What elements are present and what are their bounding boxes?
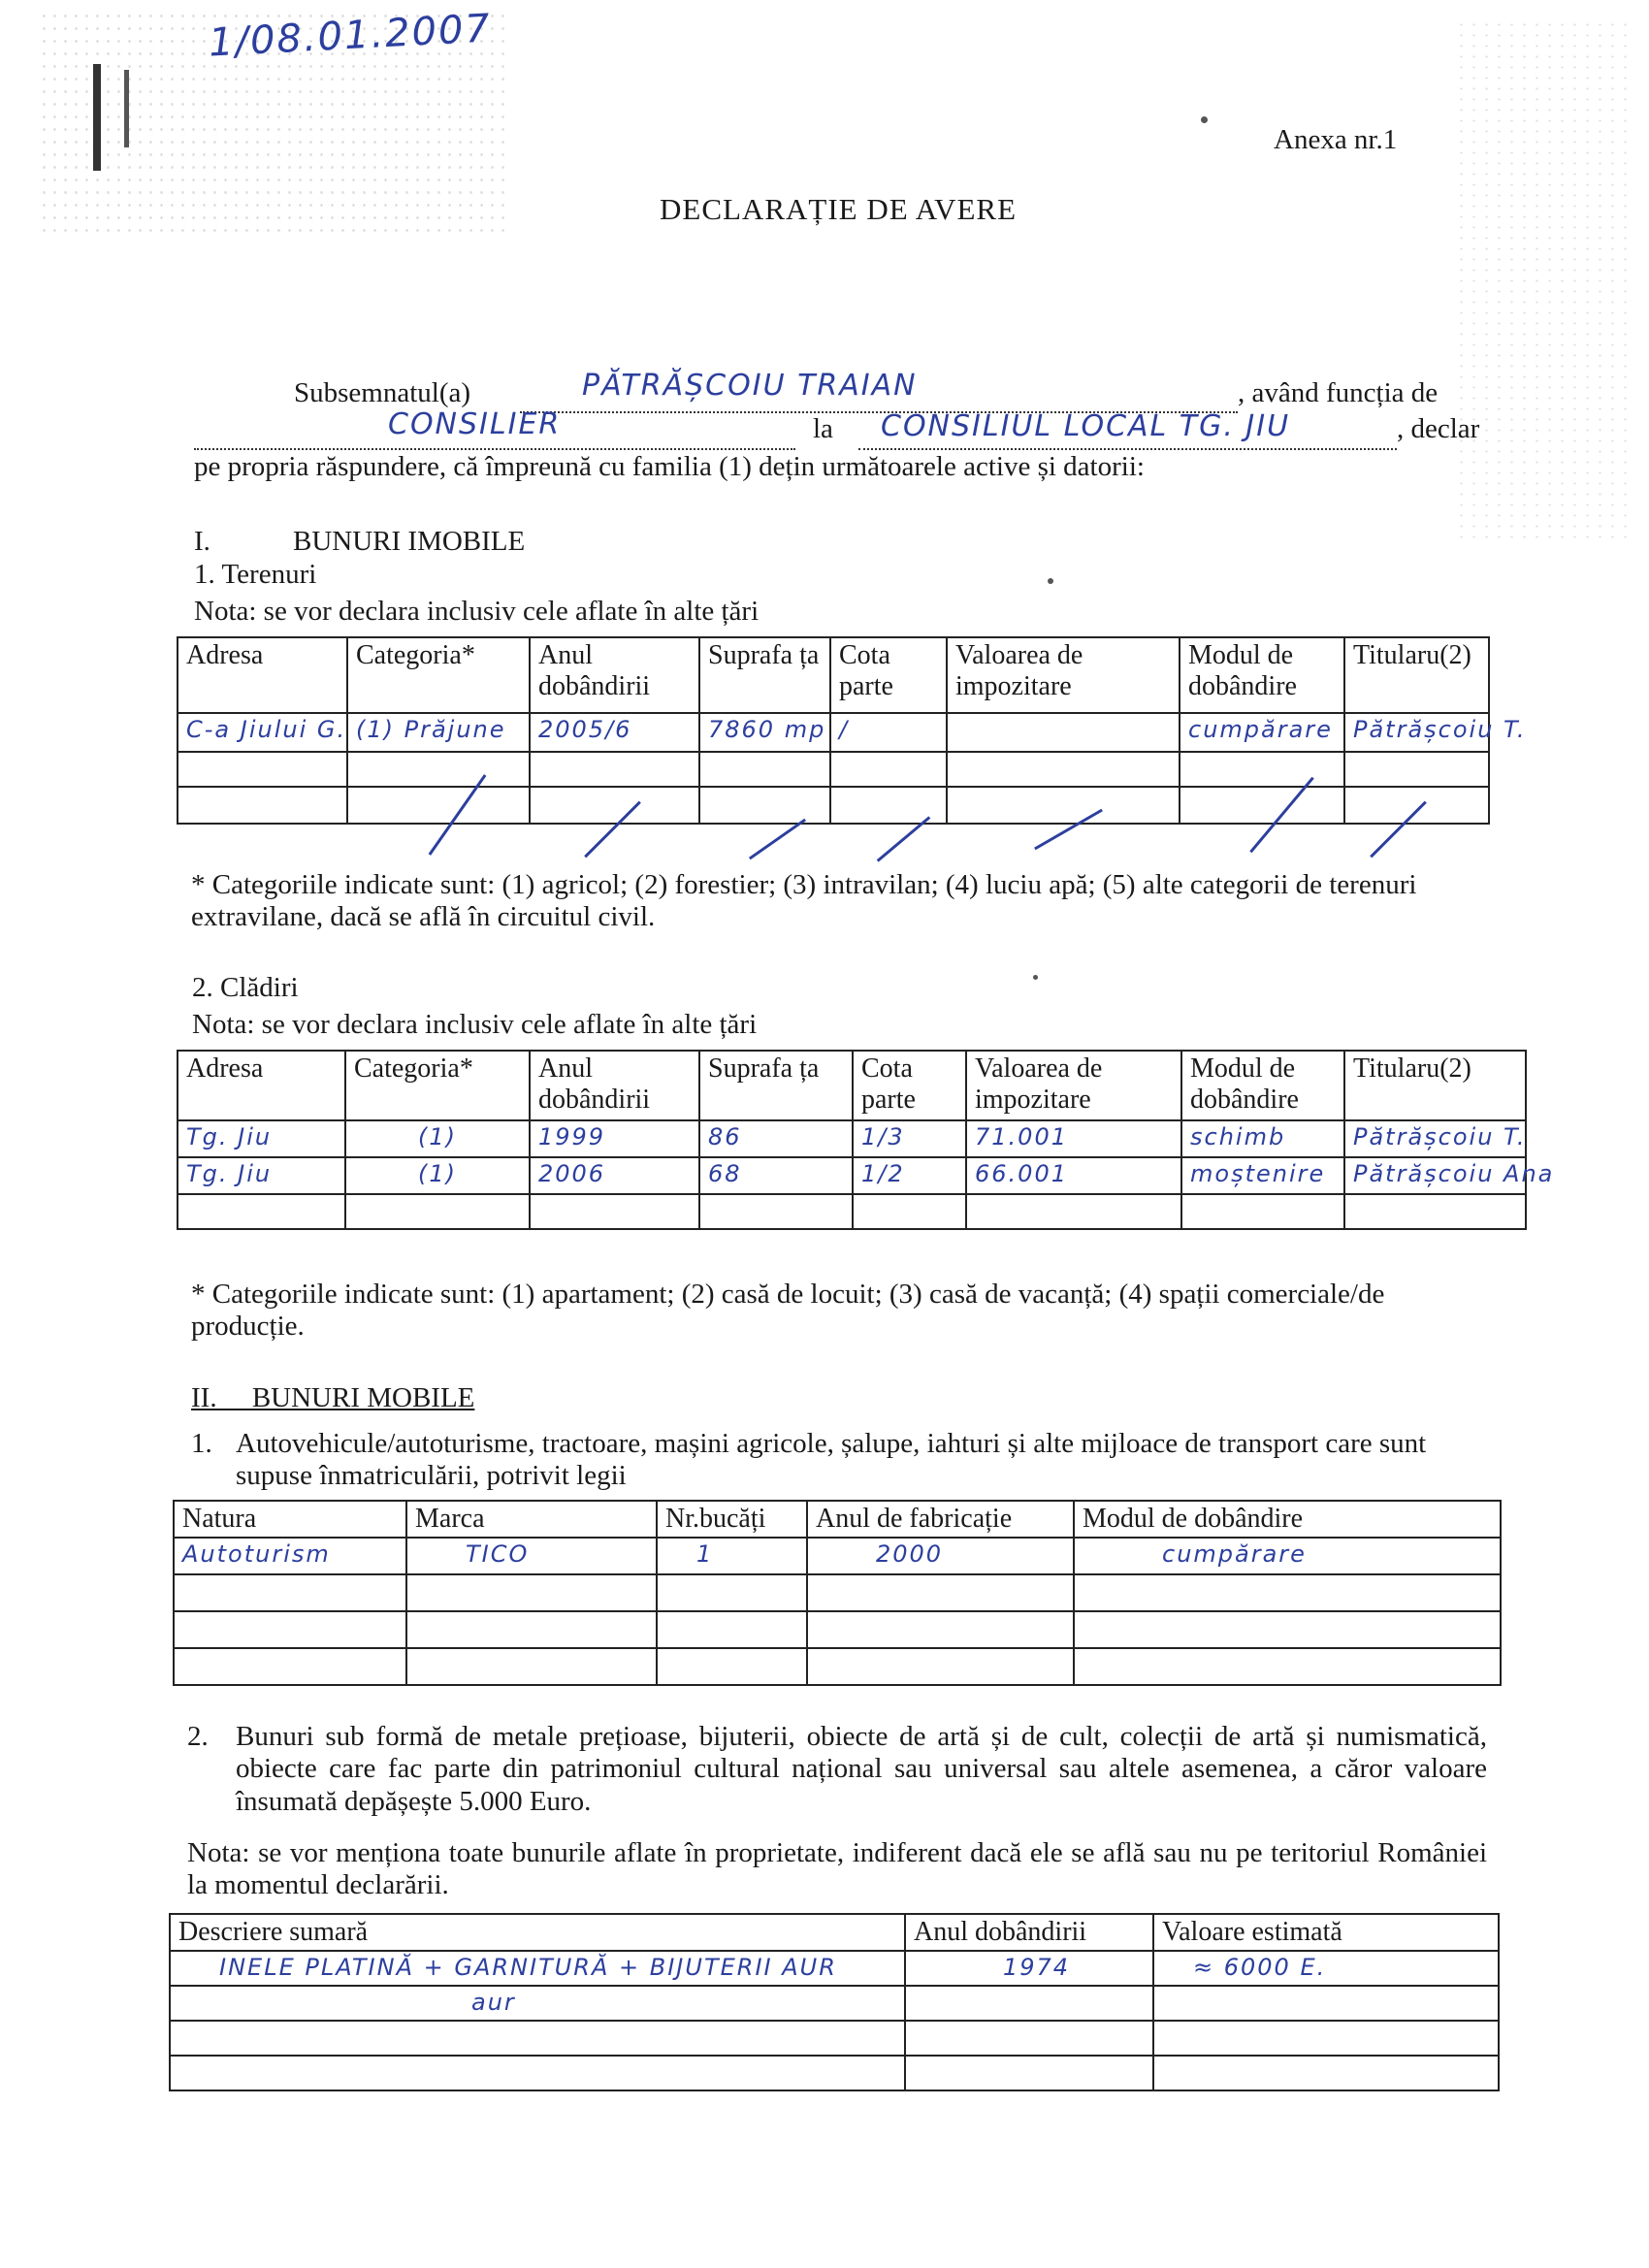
cell: / — [830, 713, 947, 752]
header-cell: Cota parte — [853, 1051, 966, 1120]
cell — [347, 752, 530, 787]
cell: aur — [170, 1986, 905, 2021]
section-1-roman: I. — [194, 526, 210, 557]
intro-la: la — [813, 413, 833, 444]
header-cell: Titularu(2) — [1344, 637, 1489, 713]
cell: (1) Prăjune — [347, 713, 530, 752]
cladiri-footnote: * Categoriile indicate sunt: (1) apartament; (2) casă de locuit; (3) casă de vacanță; (4) spații comerciale/de producție. — [191, 1279, 1385, 1343]
cell: 2000 — [807, 1538, 1074, 1574]
annex-label: Anexa nr.1 — [1274, 124, 1398, 155]
cell — [406, 1611, 657, 1648]
terenuri-footnote: * Categoriile indicate sunt: (1) agricol; (2) forestier; (3) intravilan; (4) luciu apă; (5) alte categorii de terenuri extravilane, dacă se află în circuitul civil. — [191, 869, 1417, 933]
table-header-row — [170, 1914, 1499, 1951]
table-row — [178, 1120, 1526, 1157]
header-cell: Modul de dobândire — [1074, 1501, 1501, 1538]
cell — [406, 1648, 657, 1685]
cell: 66.001 — [966, 1157, 1181, 1194]
cell — [807, 1648, 1074, 1685]
cell — [1074, 1611, 1501, 1648]
table-row — [178, 1157, 1526, 1194]
header-cell: Anul dobândirii — [905, 1914, 1153, 1951]
cell: moștenire — [1181, 1157, 1344, 1194]
cell — [947, 713, 1180, 752]
cell — [1181, 1194, 1344, 1229]
item-1-text: Autovehicule/autoturisme, tractoare, mașini agricole, șalupe, iahturi și alte mijloace de transport care sunt supuse înmatriculării, potrivit legii — [236, 1428, 1427, 1492]
cell — [174, 1611, 406, 1648]
terenuri-label: 1. Terenuri — [194, 559, 317, 590]
declarant-function: CONSILIER — [388, 407, 562, 441]
cell: cumpărare — [1180, 713, 1344, 752]
table-row — [178, 713, 1489, 752]
cell: 1 — [657, 1538, 807, 1574]
table-row — [170, 2021, 1499, 2056]
declarant-institution: CONSILIUL LOCAL TG. JIU — [881, 409, 1291, 443]
cell: 2005/6 — [530, 713, 699, 752]
header-cell: Modul de dobândire — [1181, 1051, 1344, 1120]
cell — [1344, 1194, 1526, 1229]
cell — [347, 787, 530, 824]
institution-blank — [858, 446, 1397, 450]
cladiri-table — [177, 1050, 1555, 1230]
cell: 71.001 — [966, 1120, 1181, 1157]
header-cell: Valoarea de impozitare — [966, 1051, 1181, 1120]
scan-speck — [1033, 975, 1038, 980]
function-blank — [194, 446, 795, 450]
cell — [1153, 2021, 1499, 2056]
intro-function-label: , având funcția de — [1238, 377, 1439, 408]
item-2-note: Nota: se vor menționa toate bunurile aflate în proprietate, indiferent dacă ele se află sau nu pe teritoriul României la momentul declarării. — [187, 1837, 1487, 1901]
table-row — [170, 1951, 1499, 1986]
header-cell: Adresa — [178, 1051, 345, 1120]
cell — [178, 752, 347, 787]
cell: Autoturism — [174, 1538, 406, 1574]
cell: 2006 — [530, 1157, 699, 1194]
strike-slash — [749, 819, 806, 860]
cell: cumpărare — [1074, 1538, 1501, 1574]
cell: 1/2 — [853, 1157, 966, 1194]
table-header-row — [178, 1051, 1526, 1120]
item-1-num: 1. — [191, 1428, 212, 1459]
header-cell: Valoarea de impozitare — [947, 637, 1180, 713]
section-1-title: BUNURI IMOBILE — [293, 526, 526, 557]
terenuri-table — [177, 636, 1527, 825]
header-cell: Categoria* — [345, 1051, 530, 1120]
declarant-name: PĂTRĂȘCOIU TRAIAN — [582, 369, 918, 403]
header-cell: Anul dobândirii — [530, 1051, 699, 1120]
cell: schimb — [1181, 1120, 1344, 1157]
table-row — [174, 1574, 1501, 1611]
cell — [699, 752, 830, 787]
cell — [530, 1194, 699, 1229]
header-cell: Suprafa ța — [699, 637, 830, 713]
cell: INELE PLATINĂ + GARNITURĂ + BIJUTERII AUR — [170, 1951, 905, 1986]
table-row — [178, 752, 1489, 787]
header-cell: Suprafa ța — [699, 1051, 853, 1120]
cell — [657, 1574, 807, 1611]
cell — [905, 2021, 1153, 2056]
vehicule-table — [173, 1500, 1502, 1686]
header-cell: Natura — [174, 1501, 406, 1538]
cell: TICO — [406, 1538, 657, 1574]
cell — [170, 2021, 905, 2056]
cell — [1074, 1574, 1501, 1611]
header-cell: Adresa — [178, 637, 347, 713]
header-cell: Cota parte — [830, 637, 947, 713]
cell: 68 — [699, 1157, 853, 1194]
terenuri-note: Nota: se vor declara inclusiv cele aflate în alte țări — [194, 596, 760, 627]
header-cell: Anul de fabricație — [807, 1501, 1074, 1538]
cell: Tg. Jiu — [178, 1120, 345, 1157]
cell: Pătrășcoiu T. — [1344, 713, 1489, 752]
table-header-row — [174, 1501, 1501, 1538]
cell: Pătrășcoiu T. — [1344, 1120, 1526, 1157]
cell — [1180, 752, 1344, 787]
cell: Pătrășcoiu Ana — [1344, 1157, 1526, 1194]
cell — [530, 787, 699, 824]
table-row — [178, 1194, 1526, 1229]
item-2-num: 2. — [187, 1721, 209, 1752]
table-row — [178, 787, 1489, 824]
table-header-row — [178, 637, 1489, 713]
table-row — [170, 1986, 1499, 2021]
cell: (1) — [345, 1157, 530, 1194]
cell — [1180, 787, 1344, 824]
cell — [905, 1986, 1153, 2021]
cell — [807, 1611, 1074, 1648]
handwritten-registration-number: 1/08.01.2007 — [207, 6, 493, 66]
document-title: DECLARAȚIE DE AVERE — [660, 192, 1018, 226]
cell — [657, 1648, 807, 1685]
section-2-title: II. BUNURI MOBILE — [191, 1382, 475, 1413]
header-cell: Valoare estimată — [1153, 1914, 1499, 1951]
cell: 7860 mp — [699, 713, 830, 752]
table-row — [174, 1538, 1501, 1574]
bunuri-pretioase-table — [169, 1913, 1500, 2091]
table-row — [170, 2056, 1499, 2090]
cell — [853, 1194, 966, 1229]
cell — [947, 752, 1180, 787]
header-cell: Nr.bucăți — [657, 1501, 807, 1538]
item-2-text: Bunuri sub formă de metale prețioase, bijuterii, obiecte de artă și de cult, colecții de artă și numismatică, obiecte care fac parte din patrimoniul cultural național sau universal sau altele asemenea, a căror valoare însumată depășește 5.000 Euro. — [236, 1721, 1487, 1817]
cell — [1344, 752, 1489, 787]
table-row — [174, 1648, 1501, 1685]
intro-declar: , declar — [1397, 413, 1480, 444]
cell: 1999 — [530, 1120, 699, 1157]
scan-speck — [1048, 578, 1053, 584]
header-cell: Categoria* — [347, 637, 530, 713]
cell — [178, 787, 347, 824]
scan-noise-right — [1455, 19, 1630, 543]
header-cell: Marca — [406, 1501, 657, 1538]
cell — [1344, 787, 1489, 824]
scan-speck — [1201, 116, 1208, 123]
cell — [178, 1194, 345, 1229]
cell — [1153, 2056, 1499, 2090]
cell — [1074, 1648, 1501, 1685]
cell: 1/3 — [853, 1120, 966, 1157]
cell: 1974 — [905, 1951, 1153, 1986]
cell: (1) — [345, 1120, 530, 1157]
table-row — [174, 1611, 1501, 1648]
cell — [174, 1648, 406, 1685]
cell — [406, 1574, 657, 1611]
cell — [905, 2056, 1153, 2090]
intro-subsemnatul: Subsemnatul(a) — [294, 377, 471, 408]
cell: C-a Jiului G. — [178, 713, 347, 752]
staple-mark-2 — [124, 70, 129, 147]
staple-mark — [93, 64, 101, 171]
cell — [966, 1194, 1181, 1229]
cell: 86 — [699, 1120, 853, 1157]
cell — [657, 1611, 807, 1648]
cladiri-label: 2. Clădiri — [192, 972, 299, 1003]
cell — [947, 787, 1180, 824]
cell — [345, 1194, 530, 1229]
intro-statement: pe propria răspundere, că împreună cu familia (1) dețin următoarele active și datorii: — [194, 451, 1145, 482]
cell: ≈ 6000 E. — [1153, 1951, 1499, 1986]
cell — [699, 1194, 853, 1229]
cell: Tg. Jiu — [178, 1157, 345, 1194]
header-cell: Anul dobândirii — [530, 637, 699, 713]
cell — [174, 1574, 406, 1611]
cell — [1153, 1986, 1499, 2021]
cell — [699, 787, 830, 824]
header-cell: Titularu(2) — [1344, 1051, 1526, 1120]
cell — [830, 752, 947, 787]
cladiri-note: Nota: se vor declara inclusiv cele aflate în alte țări — [192, 1009, 758, 1040]
cell — [807, 1574, 1074, 1611]
cell — [530, 752, 699, 787]
cell — [170, 2056, 905, 2090]
header-cell: Modul de dobândire — [1180, 637, 1344, 713]
header-cell: Descriere sumară — [170, 1914, 905, 1951]
